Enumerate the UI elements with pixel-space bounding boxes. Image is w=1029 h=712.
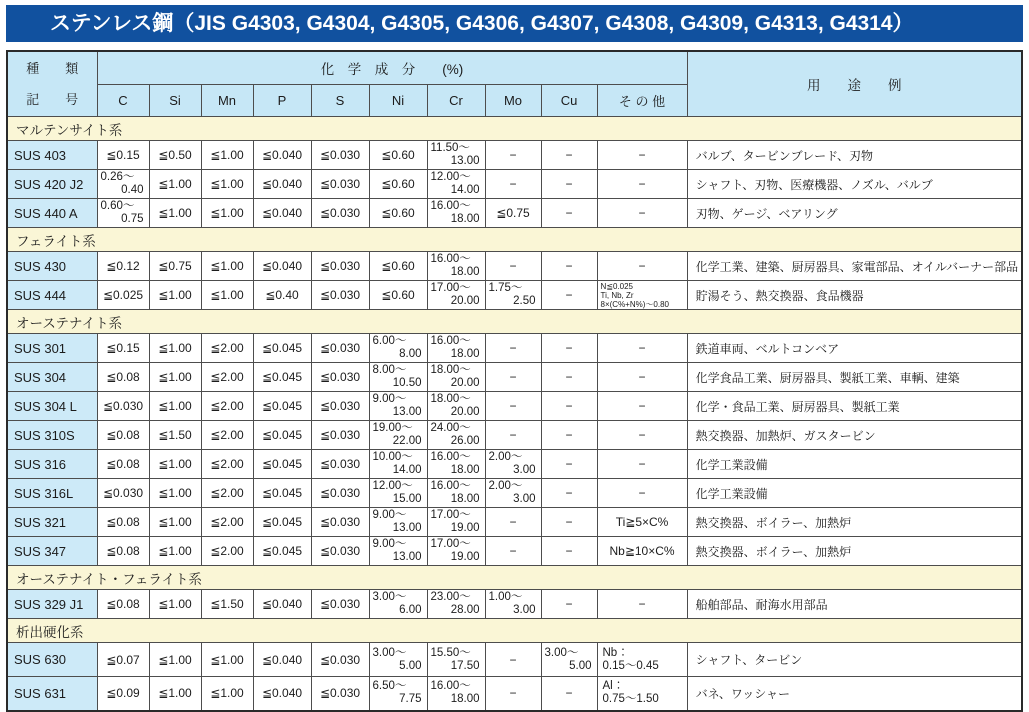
value-cell: ≦0.030 (97, 479, 149, 508)
value-cell: − (597, 590, 687, 619)
value-cell: 2.00〜 3.00 (485, 450, 541, 479)
value-cell: 16.00〜 18.00 (427, 677, 485, 711)
section-title: フェライト系 (7, 228, 1022, 252)
section-row (7, 566, 1022, 590)
header-chemical-composition: 化 学 成 分 (%) (97, 51, 687, 85)
usage-cell: 化学工業設備 (687, 479, 1022, 508)
value-cell: ≦0.15 (97, 141, 149, 170)
value-cell: ≦0.08 (97, 590, 149, 619)
value-cell: ≦0.045 (253, 450, 311, 479)
value-cell: ≦1.00 (149, 281, 201, 310)
value-cell: ≦1.00 (149, 334, 201, 363)
value-cell: − (485, 334, 541, 363)
value-cell: ≦0.08 (97, 421, 149, 450)
value-cell: ≦0.045 (253, 508, 311, 537)
section-title: オーステナイト・フェライト系 (7, 566, 1022, 590)
usage-cell: 船舶部品、耐海水用部品 (687, 590, 1022, 619)
value-cell: ≦2.00 (201, 421, 253, 450)
header-type-symbol (7, 51, 97, 117)
value-cell: ≦1.00 (149, 479, 201, 508)
value-cell: − (541, 199, 597, 228)
header-element-P: P (253, 85, 311, 117)
value-cell: Nb≧10×C% (597, 537, 687, 566)
value-cell: ≦0.08 (97, 537, 149, 566)
table-header (7, 51, 1022, 117)
value-cell: − (485, 537, 541, 566)
value-cell: ≦0.045 (253, 479, 311, 508)
grade-cell: SUS 347 (7, 537, 97, 566)
value-cell: ≦0.08 (97, 363, 149, 392)
table-row (7, 508, 1022, 537)
value-cell: 12.00〜 14.00 (427, 170, 485, 199)
stainless-steel-table (6, 50, 1023, 712)
value-cell: ≦0.50 (149, 141, 201, 170)
value-cell: ≦0.15 (97, 334, 149, 363)
value-cell: 10.00〜 14.00 (369, 450, 427, 479)
value-cell: ≦0.030 (311, 199, 369, 228)
section-title: オーステナイト系 (7, 310, 1022, 334)
table-row (7, 537, 1022, 566)
value-cell: ≦0.07 (97, 643, 149, 677)
value-cell: − (541, 590, 597, 619)
value-cell: ≦1.00 (149, 537, 201, 566)
table-row (7, 450, 1022, 479)
value-cell: ≦0.045 (253, 537, 311, 566)
value-cell: 17.00〜 19.00 (427, 508, 485, 537)
value-cell: ≦0.75 (485, 199, 541, 228)
value-cell: ≦1.00 (149, 450, 201, 479)
grade-cell: SUS 440 A (7, 199, 97, 228)
value-cell: 9.00〜 13.00 (369, 508, 427, 537)
value-cell: ≦0.08 (97, 508, 149, 537)
usage-cell: バネ、ワッシャー (687, 677, 1022, 711)
header-type-label: 種 類 (26, 61, 79, 76)
usage-cell: 熱交換器、加熱炉、ガスタービン (687, 421, 1022, 450)
value-cell: 6.50〜 7.75 (369, 677, 427, 711)
value-cell: ≦2.00 (201, 363, 253, 392)
usage-cell: 貯湯そう、熱交換器、食品機器 (687, 281, 1022, 310)
value-cell: 17.00〜 19.00 (427, 537, 485, 566)
grade-cell: SUS 316L (7, 479, 97, 508)
value-cell: Ti≧5×C% (597, 508, 687, 537)
value-cell: − (541, 677, 597, 711)
grade-cell: SUS 329 J1 (7, 590, 97, 619)
page-title: ステンレス鋼（JIS G4303, G4304, G4305, G4306, G4307, G4308, G4309, G4313, G4314） (6, 5, 1023, 42)
value-cell: − (541, 421, 597, 450)
value-cell: − (541, 508, 597, 537)
value-cell: − (485, 421, 541, 450)
value-cell: ≦0.045 (253, 334, 311, 363)
value-cell: − (541, 334, 597, 363)
value-cell: − (485, 643, 541, 677)
table-row (7, 479, 1022, 508)
value-cell: ≦0.60 (369, 170, 427, 199)
value-cell: ≦0.045 (253, 392, 311, 421)
usage-cell: バルブ、タービンブレード、刃物 (687, 141, 1022, 170)
grade-cell: SUS 310S (7, 421, 97, 450)
value-cell: ≦0.030 (311, 392, 369, 421)
value-cell: ≦2.00 (201, 392, 253, 421)
value-cell: ≦0.030 (311, 450, 369, 479)
table-row (7, 252, 1022, 281)
value-cell: ≦0.030 (311, 421, 369, 450)
value-cell: ≦1.00 (201, 643, 253, 677)
value-cell: ≦1.00 (201, 170, 253, 199)
value-cell: ≦1.50 (201, 590, 253, 619)
usage-cell: 熱交換器、ボイラー、加熱炉 (687, 537, 1022, 566)
header-symbol-label: 記 号 (26, 92, 79, 107)
usage-cell: 化学食品工業、厨房器具、製紙工業、車輌、建築 (687, 363, 1022, 392)
value-cell: ≦0.040 (253, 199, 311, 228)
value-cell: ≦0.040 (253, 590, 311, 619)
value-cell: ≦1.00 (201, 677, 253, 711)
value-cell: 23.00〜 28.00 (427, 590, 485, 619)
value-cell: − (541, 537, 597, 566)
section-row (7, 619, 1022, 643)
value-cell: 9.00〜 13.00 (369, 392, 427, 421)
table-row (7, 281, 1022, 310)
value-cell: − (597, 334, 687, 363)
value-cell: ≦0.030 (311, 479, 369, 508)
usage-cell: 化学工業設備 (687, 450, 1022, 479)
table-row (7, 421, 1022, 450)
grade-cell: SUS 444 (7, 281, 97, 310)
value-cell: ≦1.00 (149, 643, 201, 677)
value-cell: − (485, 392, 541, 421)
value-cell: − (485, 677, 541, 711)
value-cell: − (485, 252, 541, 281)
value-cell: ≦1.50 (149, 421, 201, 450)
value-cell: 1.75〜 2.50 (485, 281, 541, 310)
table-row (7, 334, 1022, 363)
value-cell: 16.00〜 18.00 (427, 334, 485, 363)
value-cell: ≦0.030 (311, 170, 369, 199)
value-cell: ≦0.045 (253, 421, 311, 450)
grade-cell: SUS 630 (7, 643, 97, 677)
usage-cell: 化学工業、建築、厨房器具、家電部品、オイルバーナー部品 (687, 252, 1022, 281)
value-cell: ≦0.030 (311, 643, 369, 677)
table-body (7, 117, 1022, 711)
table-row (7, 677, 1022, 711)
value-cell: ≦2.00 (201, 450, 253, 479)
value-cell: ≦1.00 (149, 508, 201, 537)
value-cell: − (541, 252, 597, 281)
value-cell: ≦0.75 (149, 252, 201, 281)
value-cell: 11.50〜 13.00 (427, 141, 485, 170)
value-cell: ≦0.12 (97, 252, 149, 281)
section-row (7, 310, 1022, 334)
value-cell: 18.00〜 20.00 (427, 363, 485, 392)
header-element-C: C (97, 85, 149, 117)
grade-cell: SUS 430 (7, 252, 97, 281)
value-cell: ≦0.030 (311, 677, 369, 711)
grade-cell: SUS 403 (7, 141, 97, 170)
value-cell: ≦0.030 (311, 537, 369, 566)
value-cell: − (541, 450, 597, 479)
value-cell: ≦0.030 (311, 334, 369, 363)
usage-cell: シャフト、刃物、医療機器、ノズル、バルブ (687, 170, 1022, 199)
section-title: マルテンサイト系 (7, 117, 1022, 141)
usage-cell: シャフト、タービン (687, 643, 1022, 677)
table-row (7, 392, 1022, 421)
value-cell: 16.00〜 18.00 (427, 199, 485, 228)
header-element-other: そ の 他 (597, 85, 687, 117)
value-cell: ≦0.60 (369, 141, 427, 170)
value-cell: ≦0.040 (253, 252, 311, 281)
usage-cell: 刃物、ゲージ、ベアリング (687, 199, 1022, 228)
value-cell: − (597, 421, 687, 450)
value-cell: − (597, 252, 687, 281)
value-cell: 16.00〜 18.00 (427, 479, 485, 508)
value-cell: 3.00〜 5.00 (369, 643, 427, 677)
value-cell: ≦1.00 (201, 141, 253, 170)
value-cell: 1.00〜 3.00 (485, 590, 541, 619)
value-cell: 6.00〜 8.00 (369, 334, 427, 363)
value-cell: ≦2.00 (201, 334, 253, 363)
header-element-Mn: Mn (201, 85, 253, 117)
value-cell: ≦0.09 (97, 677, 149, 711)
value-cell: − (485, 363, 541, 392)
value-cell: ≦1.00 (149, 170, 201, 199)
value-cell: − (485, 508, 541, 537)
value-cell: ≦1.00 (149, 590, 201, 619)
value-cell: ≦0.60 (369, 252, 427, 281)
value-cell: 18.00〜 20.00 (427, 392, 485, 421)
section-row (7, 228, 1022, 252)
grade-cell: SUS 304 (7, 363, 97, 392)
grade-cell: SUS 321 (7, 508, 97, 537)
header-element-Ni: Ni (369, 85, 427, 117)
value-cell: 12.00〜 15.00 (369, 479, 427, 508)
section-row (7, 117, 1022, 141)
value-cell: 3.00〜 5.00 (541, 643, 597, 677)
value-cell: 8.00〜 10.50 (369, 363, 427, 392)
value-cell: 0.26〜 0.40 (97, 170, 149, 199)
value-cell: − (541, 392, 597, 421)
value-cell: ≦0.030 (97, 392, 149, 421)
value-cell: 16.00〜 18.00 (427, 450, 485, 479)
value-cell: ≦0.030 (311, 281, 369, 310)
value-cell: − (485, 170, 541, 199)
table-row (7, 363, 1022, 392)
value-cell: − (597, 199, 687, 228)
usage-cell: 鉄道車両、ベルトコンベア (687, 334, 1022, 363)
value-cell: ≦0.030 (311, 590, 369, 619)
header-element-Si: Si (149, 85, 201, 117)
value-cell: 0.60〜 0.75 (97, 199, 149, 228)
value-cell: ≦1.00 (201, 252, 253, 281)
value-cell: ≦0.60 (369, 199, 427, 228)
value-cell: − (541, 363, 597, 392)
value-cell: ≦0.025 (97, 281, 149, 310)
usage-cell: 熱交換器、ボイラー、加熱炉 (687, 508, 1022, 537)
grade-cell: SUS 301 (7, 334, 97, 363)
value-cell: N≦0.025 Ti, Nb, Zr 8×(C%+N%)〜0.80 (597, 281, 687, 310)
value-cell: 19.00〜 22.00 (369, 421, 427, 450)
value-cell: Nb： 0.15〜0.45 (597, 643, 687, 677)
value-cell: 24.00〜 26.00 (427, 421, 485, 450)
value-cell: 16.00〜 18.00 (427, 252, 485, 281)
table-row (7, 170, 1022, 199)
header-usage: 用 途 例 (687, 51, 1022, 117)
section-title: 析出硬化系 (7, 619, 1022, 643)
value-cell: 17.00〜 20.00 (427, 281, 485, 310)
value-cell: ≦0.40 (253, 281, 311, 310)
value-cell: ≦0.030 (311, 141, 369, 170)
value-cell: ≦1.00 (149, 363, 201, 392)
table-row (7, 141, 1022, 170)
header-element-Cu: Cu (541, 85, 597, 117)
usage-cell: 化学・食品工業、厨房器具、製紙工業 (687, 392, 1022, 421)
value-cell: 2.00〜 3.00 (485, 479, 541, 508)
value-cell: − (597, 170, 687, 199)
value-cell: − (597, 450, 687, 479)
value-cell: ≦2.00 (201, 508, 253, 537)
value-cell: ≦0.040 (253, 677, 311, 711)
value-cell: Al： 0.75〜1.50 (597, 677, 687, 711)
value-cell: ≦0.030 (311, 508, 369, 537)
value-cell: ≦1.00 (201, 281, 253, 310)
value-cell: ≦0.040 (253, 170, 311, 199)
value-cell: ≦0.60 (369, 281, 427, 310)
value-cell: ≦0.040 (253, 141, 311, 170)
value-cell: − (541, 479, 597, 508)
grade-cell: SUS 316 (7, 450, 97, 479)
value-cell: 3.00〜 6.00 (369, 590, 427, 619)
value-cell: − (541, 281, 597, 310)
grade-cell: SUS 631 (7, 677, 97, 711)
value-cell: 9.00〜 13.00 (369, 537, 427, 566)
value-cell: ≦1.00 (149, 392, 201, 421)
value-cell: − (541, 141, 597, 170)
table-row (7, 643, 1022, 677)
value-cell: ≦0.030 (311, 363, 369, 392)
value-cell: ≦1.00 (149, 677, 201, 711)
value-cell: − (597, 141, 687, 170)
value-cell: − (597, 392, 687, 421)
value-cell: ≦0.045 (253, 363, 311, 392)
value-cell: − (541, 170, 597, 199)
value-cell: ≦0.040 (253, 643, 311, 677)
value-cell: 15.50〜 17.50 (427, 643, 485, 677)
table-row (7, 590, 1022, 619)
value-cell: ≦0.030 (311, 252, 369, 281)
table-row (7, 199, 1022, 228)
value-cell: ≦1.00 (201, 199, 253, 228)
grade-cell: SUS 420 J2 (7, 170, 97, 199)
value-cell: − (597, 363, 687, 392)
value-cell: − (485, 141, 541, 170)
header-element-Cr: Cr (427, 85, 485, 117)
value-cell: ≦2.00 (201, 537, 253, 566)
value-cell: ≦2.00 (201, 479, 253, 508)
value-cell: − (597, 479, 687, 508)
value-cell: ≦0.08 (97, 450, 149, 479)
header-element-S: S (311, 85, 369, 117)
grade-cell: SUS 304 L (7, 392, 97, 421)
value-cell: ≦1.00 (149, 199, 201, 228)
header-element-Mo: Mo (485, 85, 541, 117)
